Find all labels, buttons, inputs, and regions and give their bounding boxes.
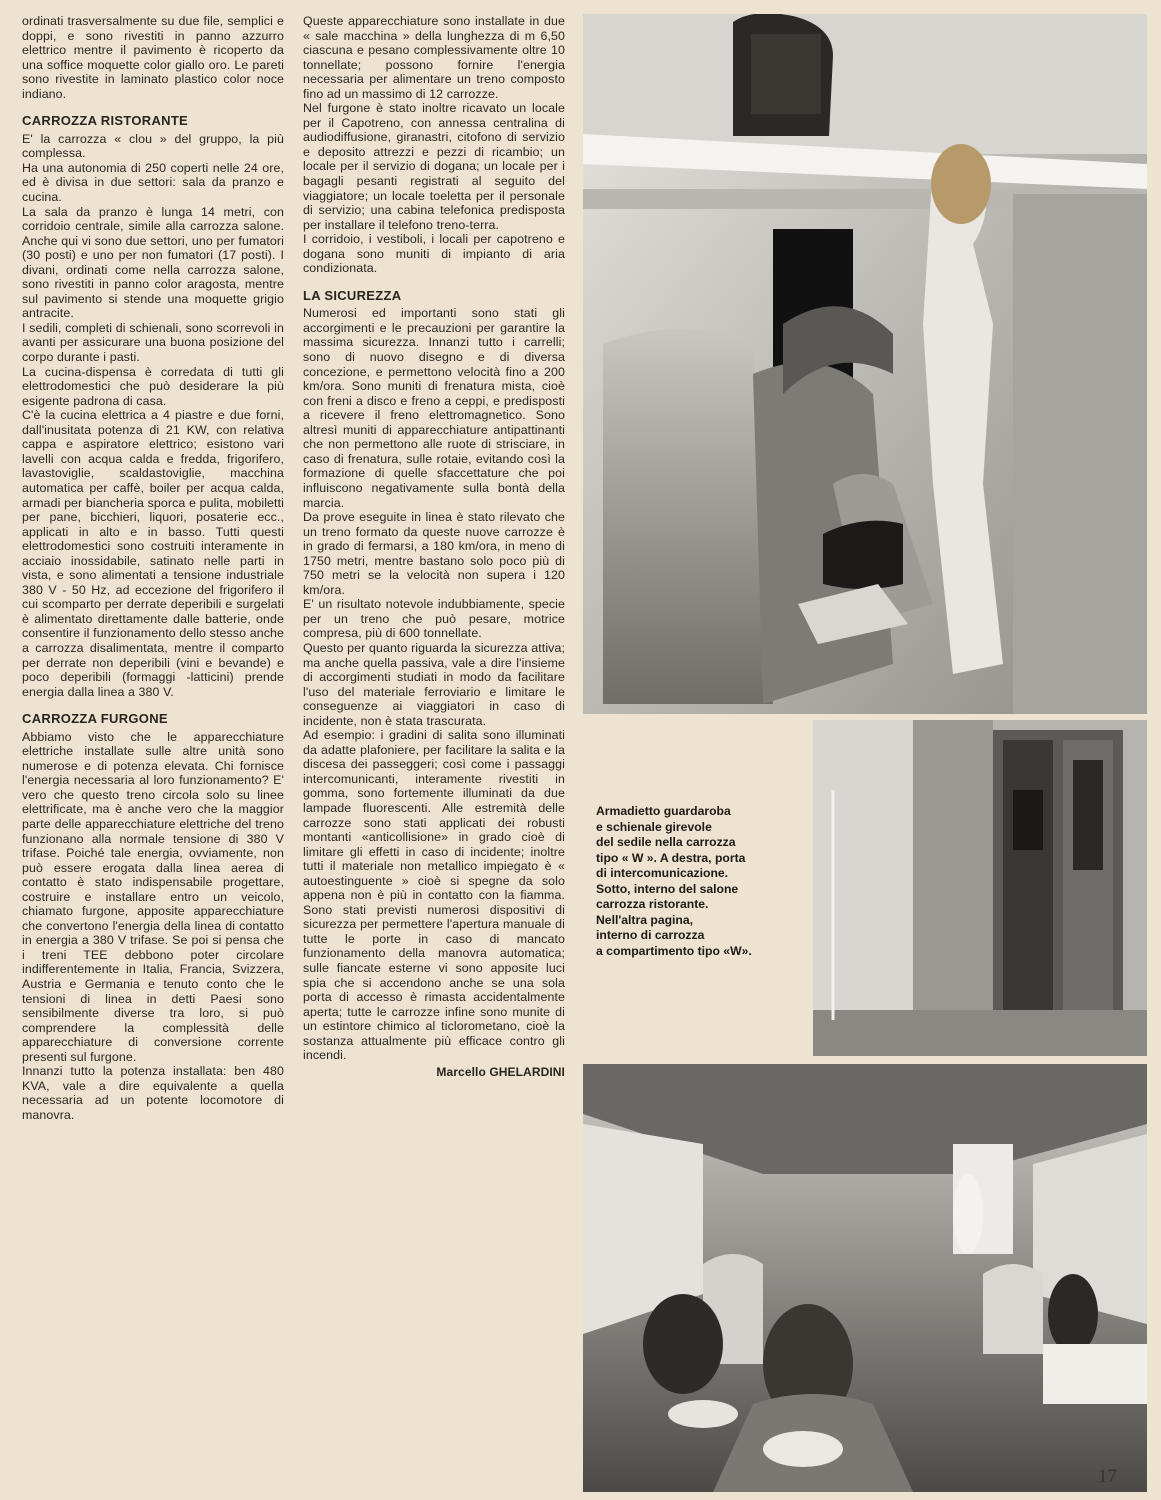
caption-line: a compartimento tipo «W». — [596, 943, 752, 958]
caption-line: di intercomunicazione. — [596, 866, 729, 880]
section-heading-furgone: CARROZZA FURGONE — [22, 711, 168, 727]
paragraph: Questo per quanto riguarda la sicurezza attiva; ma anche quella passiva, vale a dire l'insieme di accorgimenti studiati in modo da facilitare l'uso del materiale ferroviario e limitare le conseguenze ai viaggiatori in caso di incidente, non è stata trascurata. — [303, 640, 565, 728]
caption-line: Nell'altra pagina, — [596, 912, 694, 927]
paragraph: C'è la cucina elettrica a 4 piastre e due forni, dall'inusitata potenza di 21 KW, con relativa cappa e aspiratore elettrico; esistono vari lavelli con acqua calda e fredda, frigorifero, lavastoviglie, scaldastoviglie, macchina automatica per caffè, boiler per acqua calda, armadi per biancheria sporca e pulita, mobiletti per pane, bicchieri, liquori, posaterie ecc., applicati in alto e in basso. Tutti questi elettrodomestici sono costruiti interamente in acciaio inossidabile, satinato nelle parti in vista, e sono alimentati a tensione industriale 380 V - 50 Hz, ad eccezione del frigorifero il cui scomparto per derrate deperibili e surgelati è alimentato direttamente dalle batterie, onde consentire il funzionamento dello stesso anche a carrozza disalimentata, mentre il comparto per derrate non deperibili (vini e bevande) e poco deperibili (formaggi -latticini) prende energia dalla linea a 380 V. — [22, 408, 284, 699]
paragraph: Nel furgone è stato inoltre ricavato un locale per il Capotreno, con annessa centralina di audiodiffusione, giranastri, citofono di servizio e deposito attrezzi e pezzi di ricambio; un locale per il servizio di dogana; un locale per i bagagli pesanti registrati al seguito del viaggiatore; un locale toeletta per il personale di servizio; una cabina telefonica predisposta per installare il telefono treno-terra. — [303, 101, 565, 232]
paragraph: E' la carrozza « clou » del gruppo, la più complessa. — [22, 131, 284, 161]
caption-line: carrozza ristorante. — [596, 897, 709, 911]
caption-line: Sotto, interno del salone — [596, 881, 739, 896]
photo-dining-car-interior — [583, 1064, 1147, 1492]
paragraph: La sala da pranzo è lunga 14 metri, con corridoio centrale, simile alla carrozza salone. Anche qui vi sono due settori, uno per fumatori (30 posti) e uno per non fumatori (17 posti). I divani, ordinati come nella carrozza salone, sono rivestiti in panno color aragosta, mentre sul pavimento si stende una moquette grigio antracite. — [22, 204, 284, 321]
paragraph: Abbiamo visto che le apparecchiature elettriche installate sulle altre unità sono numerose e di potenza elevata. Chi fornisce l'energia necessaria al loro funzionamento? E' vero che questo treno circola solo su linee elettrificate, ma è anche vero che la maggior parte delle apparecchiature elettriche del treno funzionano alla normale tensione di 380 V trifase. Poiché tale energia, ovviamente, non può essere erogata dalla linea aerea di contatto è stato indispensabile progettare, costruire e installare entro un veicolo, chiamato furgone, apposite apparecchiature che convertono l'energia della linea di contatto in energia a 380 V trifase. Se poi si pensa che i treni TEE debbono poter circolare indifferentemente in Italia, Francia, Svizzera, Austria e Germania e tenuto conto che le tensioni di linea in detti Paesi sono sensibilmente diverse tra loro, si può comprendere la complessità delle apparecchiature di conversione corrente presenti sul furgone. — [22, 729, 284, 1064]
section-heading-ristorante: CARROZZA RISTORANTE — [22, 113, 189, 129]
caption-line: Armadietto guardaroba — [596, 804, 731, 818]
page-number: 17 — [1098, 1466, 1117, 1487]
photo-intercommunication-door — [813, 720, 1147, 1056]
caption-line: del sedile nella carrozza — [596, 835, 736, 849]
paragraph: ordinati trasversalmente su due file, semplici e doppi, e sono rivestiti in panno azzurro elettrico mentre il pavimento è ricoperto da una soffice moquette color giallo oro. Le pareti sono rivestite in laminato plastico color noce indiano. — [22, 14, 284, 101]
photo-caption — [596, 804, 806, 959]
paragraph: Da prove eseguite in linea è stato rilevato che un treno formato da queste nuove carrozze è in grado di fermarsi, a 180 km/ora, in meno di 1750 metri, mentre bastano solo poco più di 750 metri se la velocità non supera i 120 km/ora. — [303, 510, 565, 597]
paragraph: E' un risultato notevole indubbiamente, specie per un treno che può pesare, motrice compresa, più di 600 tonnellate. — [303, 597, 565, 641]
paragraph: Numerosi ed importanti sono stati gli accorgimenti e le precauzioni per garantire la massima sicurezza. Innanzi tutto i carrelli; sono di nuovo disegno e di diversa concezione, e permettono velocità fino a 200 km/ora. Sono muniti di frenatura mista, cioè con freni a disco e freno a ceppi, e predisposti a ricevere il freno elettromagnetico. Sono altresì muniti di apparecchiature antipattinanti che non permettono alle ruote di strisciare, in caso di frenatura, sulle rotaie, evitando così la formazione di quelle sfaccettature che poi influiscono negativamente sulla bontà della marcia. — [303, 306, 565, 510]
paragraph: I sedili, completi di schienali, sono scorrevoli in avanti per assicurare una buona posizione del corpo durante i pasti. — [22, 320, 284, 365]
paragraph: Innanzi tutto la potenza installata: ben 480 KVA, vale a dire equivalente a quella necessaria ad un potente locomotore di manovra. — [22, 1064, 284, 1122]
photo-wardrobe-compartment — [583, 14, 1147, 714]
caption-line: e schienale girevole — [596, 819, 712, 834]
caption-line: tipo « W ». A destra, porta — [596, 850, 746, 865]
paragraph: Ha una autonomia di 250 coperti nelle 24 ore, ed è divisa in due settori: sala da pranzo e cucina. — [22, 160, 284, 205]
caption-line: interno di carrozza — [596, 928, 705, 942]
paragraph: I corridoio, i vestiboli, i locali per capotreno e dogana sono muniti di impianto di aria condizionata. — [303, 232, 565, 276]
paragraph: Ad esempio: i gradini di salita sono illuminati da adatte plafoniere, per facilitare la salita e la discesa dei passeggeri; così come i passaggi intercomunicanti, interamente rivestiti in gomma, sono fortemente illuminati da due lampade fluorescenti. Alle estremità delle carrozze sono stati applicati dei robusti montanti «anticollisione» in grado cioè di limitare gli effetti in caso di incidente; inoltre tutti il materiale non metallico impiegato è « autoestinguente » cioè si spegne da solo appena non è più in contatto con la fiamma. Sono stati previsti numerosi dispositivi di sicurezza per permettere l'apertura manuale di tutte le porte in caso di mancato funzionamento della manovra automatica; sulle fiancate esterne vi sono apposite luci spia che si accendono anche se una sola porta di accesso è rimasta accidentalmente aperta; tutte le carrozze infine sono munite di un estintore chimico al ticlorometano, cioè la sostanza attualmente più efficace contro gli incendi. — [303, 728, 565, 1063]
text-column-left — [22, 14, 284, 1122]
text-column-middle — [303, 14, 565, 1079]
paragraph: La cucina-dispensa è corredata di tutti gli elettrodomestici che può desiderare la più esigente padrona di casa. — [22, 364, 284, 408]
paragraph: Queste apparecchiature sono installate in due « sale macchina » della lunghezza di m 6,50 ciascuna e pesano complessivamente oltre 10 tonnellate; possono fornire l'energia necessaria per alimentare un treno composto fino ad un massimo di 12 carrozze. — [303, 14, 565, 101]
author-byline: Marcello GHELARDINI — [436, 1064, 565, 1079]
section-heading-sicurezza: LA SICUREZZA — [303, 287, 402, 303]
